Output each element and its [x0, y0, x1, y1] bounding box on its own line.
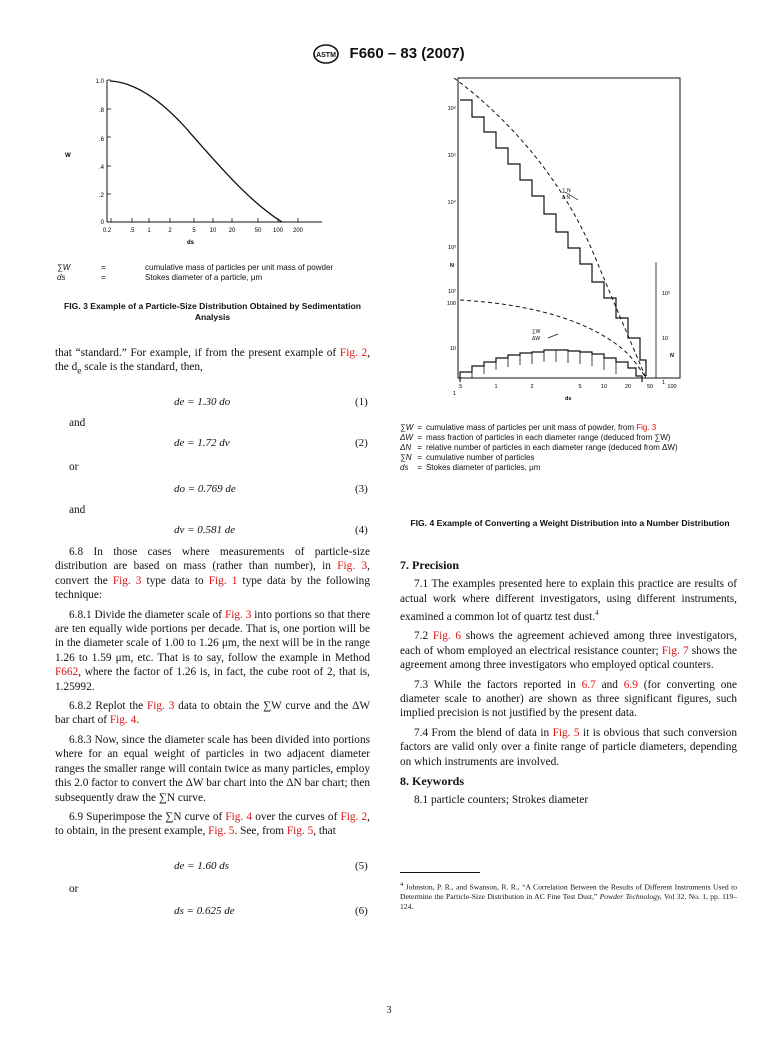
legend-desc: cumulative number of particles: [425, 453, 535, 462]
legend-desc: cumulative mass of particles per unit mass of powder: [145, 263, 334, 272]
fig4-legend: [400, 423, 740, 473]
legend-desc: relative number of particles in each diameter range (deduced from ΔW): [425, 443, 678, 452]
fig4-ytick-right: 10²: [662, 291, 670, 297]
fig3-xtick: 2: [168, 228, 172, 234]
equation-2: de = 1.72 dv: [174, 437, 230, 449]
legend-symbol: ΔW: [400, 433, 413, 442]
paragraph-6-9: [55, 810, 370, 839]
fig3-legend-row: [57, 273, 337, 283]
fig5-link[interactable]: Fig. 5: [286, 825, 314, 838]
fig4-ytick: 10⁶: [447, 106, 456, 112]
paragraph-6-8-1: [55, 608, 370, 694]
paragraph-7-2: [400, 629, 737, 672]
legend-eq: =: [417, 463, 422, 472]
section-6-9-link[interactable]: 6.9: [623, 678, 638, 691]
equation-number: (1): [355, 396, 368, 408]
text-run: , to obtain, in the present example,: [55, 810, 370, 838]
text-run: into portions so that there are ten equally wide portions per decade. That is, one portion will be in the diameter scale of 1.00 to 1.26 μm, the next will be in the range 1.26 to 1.59 μm, etc. That is to say, follow the example in Method: [55, 608, 370, 664]
fig4-label-leader: [548, 334, 558, 338]
connector-and: and: [69, 417, 86, 429]
fig2-link[interactable]: Fig. 2: [339, 347, 368, 359]
legend-symbol: ∑W: [57, 263, 71, 272]
fig3-xtick: 200: [292, 228, 304, 234]
paragraph-7-4: [400, 726, 737, 769]
equation-number: (3): [355, 483, 368, 495]
text-run: Vol 32, No. 1, pp. 119–124.: [400, 892, 738, 911]
fig3-xtick: 5: [192, 228, 196, 234]
text-run: 7.1 The examples presented here to explain this practice are results of actual work where different investigators, using different instruments, examined a common lot of quartz test dust.: [400, 578, 737, 623]
fig3-x-ticks: [103, 228, 304, 234]
fig4-chart: [420, 72, 720, 406]
footnote-divider: [400, 872, 480, 873]
fig3-legend: [57, 263, 337, 283]
text-run: scale is the standard, then,: [81, 361, 203, 374]
fig3-ytick: .2: [98, 193, 104, 199]
fig4-ytick: 10⁵: [447, 153, 456, 159]
text-run: 6.8 In those cases where measurements of particle-size distribution are based on mass (rather than number), in: [55, 546, 370, 573]
text-run: , that: [313, 825, 336, 838]
text-run: shows the agreement among three investigators who employed optical counters.: [400, 644, 737, 672]
fig3-xtick: 20: [228, 228, 236, 234]
equation-3: do = 0.769 de: [174, 483, 236, 495]
text-run: , where the factor of 1.26 is, in fact, the cube root of 2, that is, 1.25992.: [55, 666, 370, 693]
fig3-link[interactable]: Fig. 3: [112, 574, 142, 587]
fig2-link[interactable]: Fig. 2: [340, 810, 368, 823]
fig4-ytick: 100: [446, 301, 456, 307]
text-run: 6.8.2 Replot the: [69, 700, 147, 713]
text-run: (for converting one diameter scale to another) are shown as three significant figures, such implied precision is not justified by the present data.: [400, 678, 738, 720]
text-run: 7.3 While the factors reported in: [414, 678, 582, 691]
text-run: shows the agreement achieved among three investigators, each of whom employed an electrical resistance counter;: [400, 630, 737, 657]
connector-or: or: [69, 461, 79, 473]
section-6-7-link[interactable]: 6.7: [581, 678, 596, 691]
fig4-xtick: 5: [578, 384, 582, 390]
text-run: , convert the: [55, 560, 370, 587]
paragraph-6-8-3: 6.8.3 Now, since the diameter scale has been divided into portions where for an equal weight of particles in two adjacent diameter ranges the smaller range will contain twice as many particles, employ this 2.0 factor to convert the ΔW bar chart into the ΔN bar chart; then subsequently draw the ∑N curve.: [55, 733, 370, 804]
legend-eq: =: [417, 443, 422, 452]
fig4-xtick: 20: [624, 384, 632, 390]
fig3-ytick: .8: [98, 108, 104, 114]
right-body: [400, 558, 737, 813]
fig4-legend-row: [400, 423, 682, 433]
fig3-ytick: 0: [100, 220, 104, 226]
fig4-x-ticks: [458, 384, 677, 390]
equation-number: (6): [355, 905, 368, 917]
legend-symbol: ds: [400, 463, 409, 472]
fig3-x-label: ds: [187, 240, 195, 246]
fig4-ytick-right: 1: [662, 380, 666, 386]
fig4-ytick: 10⁴: [447, 200, 456, 206]
fig4-legend-row: [400, 453, 682, 463]
fig4-y-left-label: N: [450, 263, 454, 269]
fig3-link[interactable]: Fig. 3: [636, 423, 657, 432]
left-body: [55, 545, 370, 844]
fig3-legend-row: [57, 263, 337, 273]
left-intro: [55, 346, 370, 384]
section-7-heading: 7. Precision: [400, 558, 460, 572]
footnote-number: 4: [400, 881, 404, 888]
text-run: it is obvious that such conversion factors are valid only over a finite range of particle diameters, depending on which instruments are involved.: [400, 726, 737, 768]
text-run: Johnston, P. R., and Swanson, R. R., “A Correlation Between the Results of Different Instruments Used to Determine the Particle-Size Distribution in AC Fine Test Dust,”: [400, 882, 737, 902]
fig3-link[interactable]: Fig. 3: [146, 700, 175, 713]
text-run: 7.2: [414, 630, 433, 643]
fig4-frame: [458, 78, 680, 378]
fig4-label-sum-w: ∑W: [532, 329, 541, 335]
text-run: . See, from: [234, 825, 287, 838]
fig3-xtick: 0.2: [102, 228, 112, 234]
fig4-ytick: 10: [449, 346, 456, 352]
legend-symbol: ∑W: [400, 423, 414, 432]
footnote: [400, 880, 737, 911]
fig4-y-right-ticks: [662, 291, 670, 386]
journal-name: Powder Technology,: [599, 892, 662, 902]
fig3-y-label: W: [65, 153, 71, 159]
text-run: 6.9 Superimpose the ∑N curve of: [69, 810, 226, 823]
fig4-delta-w-bars: [460, 350, 642, 382]
fig4-xtick: 2: [530, 384, 534, 390]
fig3-xtick: .5: [129, 228, 135, 234]
fig4-label-delta-w: ΔW: [532, 336, 541, 342]
fig3-ytick: 1.0: [95, 79, 104, 85]
legend-eq: =: [101, 263, 106, 272]
text-run: over the curves of: [252, 810, 341, 823]
fig4-legend-row: [400, 443, 682, 453]
paragraph-7-3: [400, 678, 737, 721]
fig4-x-label: ds: [565, 396, 572, 402]
fig4-xtick: 1: [494, 384, 498, 390]
paragraph-6-8: [55, 545, 370, 603]
paragraph-7-1: [400, 577, 737, 624]
fig3-xtick: 100: [272, 228, 284, 234]
footnote-ref[interactable]: 4: [595, 609, 599, 618]
equation-1: de = 1.30 do: [174, 396, 231, 408]
fig4-y-left-ticks: [447, 105, 457, 397]
fig4-legend-row: [400, 433, 682, 443]
connector-and: and: [69, 504, 86, 516]
section-8-heading: 8. Keywords: [400, 774, 464, 789]
fig3-xtick: 50: [254, 228, 262, 234]
fig4-ytick: 10²: [448, 289, 456, 295]
legend-desc: mass fraction of particles in each diameter range (deduced from ∑W): [425, 433, 671, 442]
legend-symbol: ΔN: [400, 443, 412, 452]
fig4-legend-row: [400, 463, 682, 473]
page-header: [0, 44, 778, 64]
logo-text: ASTM: [316, 52, 337, 59]
fig4-xtick: 50: [646, 384, 654, 390]
legend-symbol: ∑N: [400, 453, 412, 462]
f662-link[interactable]: F662: [55, 666, 79, 679]
fig4-ytick: 10³: [448, 245, 456, 251]
text-run: , the d: [55, 347, 371, 374]
legend-eq: =: [417, 433, 422, 442]
fig1-link[interactable]: Fig. 1: [208, 574, 238, 587]
fig4-xtick: .5: [457, 384, 463, 390]
legend-symbol: ds: [57, 273, 66, 282]
fig3-y-ticks: [96, 79, 105, 226]
fig6-link[interactable]: Fig. 6: [432, 630, 462, 643]
astm-logo-icon: [313, 44, 339, 64]
fig3-xtick: 10: [209, 228, 217, 234]
legend-eq: =: [101, 273, 106, 282]
fig3-link[interactable]: Fig. 3: [224, 608, 252, 621]
text-run: 7.4 From the blend of data in: [414, 726, 553, 739]
fig4-link[interactable]: Fig. 4: [225, 810, 253, 823]
fig4-link[interactable]: Fig. 4: [109, 714, 137, 727]
fig4-label-sum-n: ∑ N: [562, 188, 571, 194]
text-run: 6.8.1 Divide the diameter scale of: [69, 608, 225, 621]
fig4-ytick-right: 10: [662, 336, 669, 342]
equation-5: de = 1.60 ds: [174, 860, 230, 872]
paragraph-8-1: 8.1 particle counters; Strokes diameter: [414, 794, 589, 807]
document-title: F660 – 83 (2007): [349, 44, 465, 62]
fig4-xtick: 100: [667, 384, 677, 390]
fig4-sum-n-steps: [460, 100, 646, 376]
connector-or: or: [69, 883, 79, 895]
equation-4: dv = 0.581 de: [174, 524, 236, 536]
page-number: 3: [386, 1005, 392, 1016]
subscript: e: [77, 366, 82, 377]
fig4-xtick: 10: [600, 384, 608, 390]
equation-number: (2): [355, 437, 368, 449]
fig5-link[interactable]: Fig. 5: [208, 825, 235, 838]
legend-desc: Stokes diameter of particles, μm: [425, 463, 541, 472]
fig4-sum-n-curve: [454, 78, 646, 378]
text-run: type data by the following technique:: [55, 574, 370, 602]
fig4-y-right-label: N: [670, 353, 674, 359]
fig3-ytick: .6: [98, 137, 104, 143]
fig3-chart: [60, 72, 350, 252]
fig3-curve: [110, 81, 282, 222]
legend-eq: =: [417, 423, 422, 432]
fig3-ytick: .4: [98, 165, 104, 171]
legend-desc: cumulative mass of particles per unit mass of powder, from: [425, 423, 637, 432]
equation-number: (4): [355, 524, 368, 536]
text-run: that “standard.” For example, if from the present example of: [55, 347, 340, 359]
text-run: data to obtain the ∑W curve and the ΔW bar chart of: [55, 700, 371, 727]
equation-6: ds = 0.625 de: [174, 905, 235, 917]
fig3-link[interactable]: Fig. 3: [337, 560, 368, 573]
fig3-caption: FIG. 3 Example of a Particle-Size Distribution Obtained by Sedimentation Analysis: [63, 301, 362, 322]
legend-eq: =: [417, 453, 422, 462]
paragraph-6-8-2: [55, 699, 370, 728]
fig4-ytick: 1: [452, 391, 456, 397]
text-run: type data to: [141, 574, 209, 587]
fig4-caption: FIG. 4 Example of Converting a Weight Distribution into a Number Distribution: [410, 518, 730, 528]
legend-desc: Stokes diameter of a particle, μm: [145, 273, 263, 282]
equation-number: (5): [355, 860, 368, 872]
text-run: .: [136, 714, 140, 727]
fig7-link[interactable]: Fig. 7: [661, 644, 689, 657]
text-run: and: [595, 678, 624, 691]
fig4-label-delta-n: Δ N: [562, 195, 571, 201]
fig5-link[interactable]: Fig. 5: [552, 726, 580, 739]
fig3-xtick: 1: [147, 228, 151, 234]
